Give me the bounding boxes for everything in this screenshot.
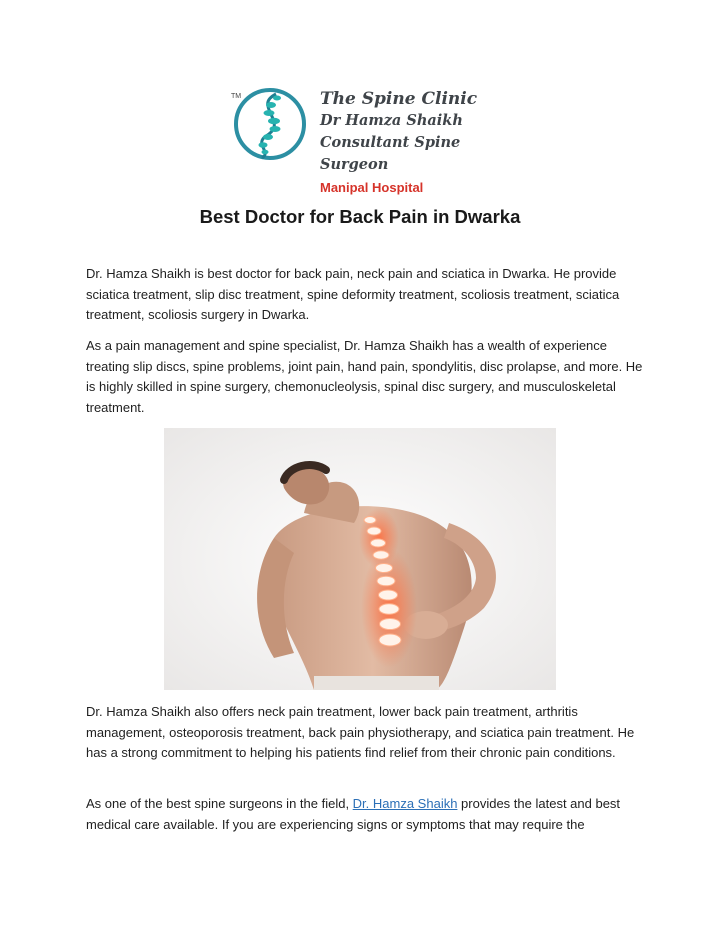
logo-text	[320, 88, 505, 199]
intro-paragraph: Dr. Hamza Shaikh is best doctor for back pain, neck pain and sciatica in Dwarka. He provide sciatica treatment, slip disc treatment, spine deformity treatment, scoliosis treatment, sciatica treatment, scoliosis surgery in Dwarka.	[86, 266, 620, 322]
doctor-profile-link[interactable]: Dr. Hamza Shaikh	[352, 796, 458, 811]
hospital-name: Manipal Hospital	[320, 180, 424, 195]
trademark-label: TM	[231, 93, 242, 100]
specialist-paragraph: As a pain management and spine specialist, Dr. Hamza Shaikh has a wealth of experience treating slip discs, spine problems, joint pain, hand pain, spondylitis, disc prolapse, and more. He is highly skilled in spine surgery, chemonucleolysis, spinal disc surgery, and musculoskeletal treatment.	[86, 338, 643, 415]
clinic-logo	[228, 78, 500, 195]
doctor-title: Consultant Spine Surgeon	[320, 134, 461, 173]
spine-logo-icon	[232, 86, 308, 162]
clinic-name: The Spine Clinic	[320, 89, 478, 109]
closing-paragraph	[86, 794, 646, 835]
back-pain-photo	[164, 428, 556, 690]
closing-text-before: As one of the best spine surgeons in the field,	[86, 796, 353, 811]
doctor-name: Dr Hamza Shaikh	[320, 112, 463, 129]
services-paragraph: Dr. Hamza Shaikh also offers neck pain treatment, lower back pain treatment, arthritis management, osteoporosis treatment, back pain physiotherapy, and sciatica pain treatment. He has a strong commitment to helping his patients find relief from their chronic pain conditions.	[86, 704, 635, 760]
page-title: Best Doctor for Back Pain in Dwarka	[199, 206, 521, 227]
closing-text-after: provides the latest and best medical care available. If you are experiencing signs or symptoms that may require the	[86, 796, 621, 832]
